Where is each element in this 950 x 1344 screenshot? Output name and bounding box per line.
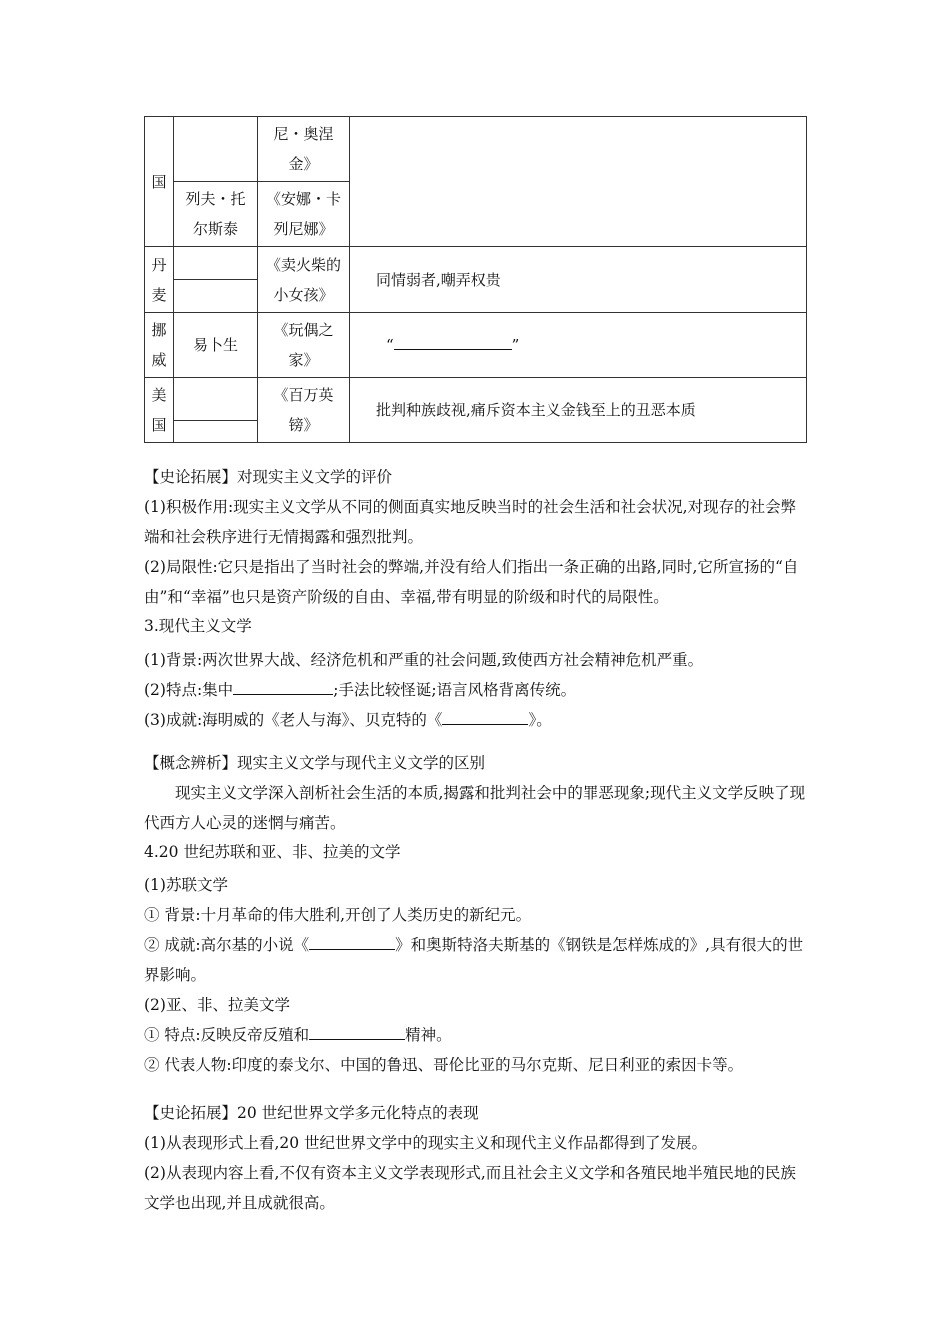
- section-title: 3.现代主义文学: [144, 617, 252, 635]
- section-heading: [144, 1098, 808, 1128]
- text-part: (2)特点:集中: [144, 681, 234, 699]
- quote-open: “: [386, 336, 394, 354]
- table-row: [145, 313, 807, 378]
- author-cell: [174, 117, 258, 182]
- fill-blank: [233, 678, 333, 695]
- work-cell: 《卖火柴的小女孩》: [258, 247, 350, 313]
- section-title: 4.20 世纪苏联和亚、非、拉美的文学: [144, 843, 401, 861]
- section-20th-century: [144, 840, 808, 1080]
- subheading: (2)亚、非、拉美文学: [144, 996, 290, 1014]
- section-concept-distinction: [144, 748, 808, 838]
- section-modernism: [144, 613, 808, 735]
- fill-blank: [394, 333, 512, 350]
- section-heading: [144, 462, 808, 492]
- text-part: (3)成就:海明威的《老人与海》、贝克特的《: [144, 711, 443, 729]
- paragraph: (1)从表现形式上看,20 世纪世界文学中的现实主义和现代主义作品都得到了发展。: [144, 1134, 708, 1152]
- text-part: ② 成就:高尔基的小说《: [144, 936, 310, 954]
- heading-tag: 【史论拓展】: [144, 468, 238, 486]
- text-part: 精神。: [405, 1026, 452, 1044]
- table-row: [145, 247, 807, 313]
- heading-tag: 【概念辨析】: [144, 754, 238, 772]
- heading-text: 20 世纪世界文学多元化特点的表现: [237, 1104, 479, 1122]
- theme-cell: 同情弱者,嘲弄权贵: [350, 247, 807, 313]
- paragraph: (2)从表现内容上看,不仅有资本主义文学表现形式,而且社会主义文学和各殖民地半殖民地的民族文学也出现,并且成就很高。: [144, 1164, 796, 1212]
- quote-close: ”: [511, 336, 520, 354]
- author-split: [174, 247, 257, 312]
- text-part: 》。: [528, 711, 552, 729]
- fill-blank: [309, 933, 395, 950]
- fill-blank: [309, 1023, 405, 1040]
- author-cell: [174, 378, 258, 443]
- author-cell: [174, 247, 258, 313]
- paragraph: [144, 1020, 808, 1050]
- paragraph: ② 代表人物:印度的泰戈尔、中国的鲁迅、哥伦比亚的马尔克斯、尼日利亚的索因卡等。: [144, 1056, 744, 1074]
- paragraph: (1)背景:两次世界大战、经济危机和严重的社会问题,致使西方社会精神危机严重。: [144, 651, 704, 669]
- heading-text: 现实主义文学与现代主义文学的区别: [237, 754, 486, 772]
- text-part: 》和奥斯特洛夫斯基的《钢铁是怎样炼成的》,具有很大的世界影响。: [144, 936, 804, 984]
- paragraph: ① 背景:十月革命的伟大胜利,开创了人类历史的新纪元。: [144, 906, 532, 924]
- heading-text: 对现实主义文学的评价: [237, 468, 393, 486]
- work-cell: 尼・奥涅金》: [258, 117, 350, 182]
- country-cell: 丹麦: [145, 247, 174, 313]
- table-row: [145, 117, 807, 182]
- table-row: [145, 378, 807, 443]
- country-cell: 美国: [145, 378, 174, 443]
- work-cell: 《玩偶之家》: [258, 313, 350, 378]
- text-part: ;手法比较怪诞;语言风格背离传统。: [333, 681, 577, 699]
- theme-cell: [350, 313, 807, 378]
- author-split: [174, 378, 257, 442]
- paragraph: [144, 675, 808, 705]
- author-cell: 易卜生: [174, 313, 258, 378]
- text-part: ① 特点:反映反帝反殖和: [144, 1026, 310, 1044]
- work-cell: 《百万英镑》: [258, 378, 350, 443]
- paragraph: (2)局限性:它只是指出了当时社会的弊端,并没有给人们指出一条正确的出路,同时,它所宣扬的“自由”和“幸福”也只是资产阶级的自由、幸福,带有明显的阶级和时代的局限性。: [144, 558, 799, 606]
- paragraph: 现实主义文学深入剖析社会生活的本质,揭露和批判社会中的罪恶现象;现代主义文学反映了现代西方人心灵的迷惘与痛苦。: [144, 784, 806, 832]
- literature-table: [144, 116, 807, 443]
- subheading: (1)苏联文学: [144, 876, 228, 894]
- theme-cell: [350, 117, 807, 247]
- country-cell: 国: [145, 117, 174, 247]
- paragraph: [144, 705, 808, 735]
- author-cell: 列夫・托尔斯泰: [174, 182, 258, 247]
- section-realism-evaluation: [144, 462, 808, 612]
- paragraph: (1)积极作用:现实主义文学从不同的侧面真实地反映当时的社会生活和社会状况,对现存的社会弊端和社会秩序进行无情揭露和强烈批判。: [144, 498, 797, 546]
- section-heading: [144, 748, 808, 778]
- work-cell: 《安娜・卡列尼娜》: [258, 182, 350, 247]
- paragraph: [144, 930, 808, 990]
- section-diversity: [144, 1098, 808, 1218]
- heading-tag: 【史论拓展】: [144, 1104, 238, 1122]
- theme-cell: 批判种族歧视,痛斥资本主义金钱至上的丑恶本质: [350, 378, 807, 443]
- country-cell: 挪威: [145, 313, 174, 378]
- fill-blank: [442, 708, 528, 725]
